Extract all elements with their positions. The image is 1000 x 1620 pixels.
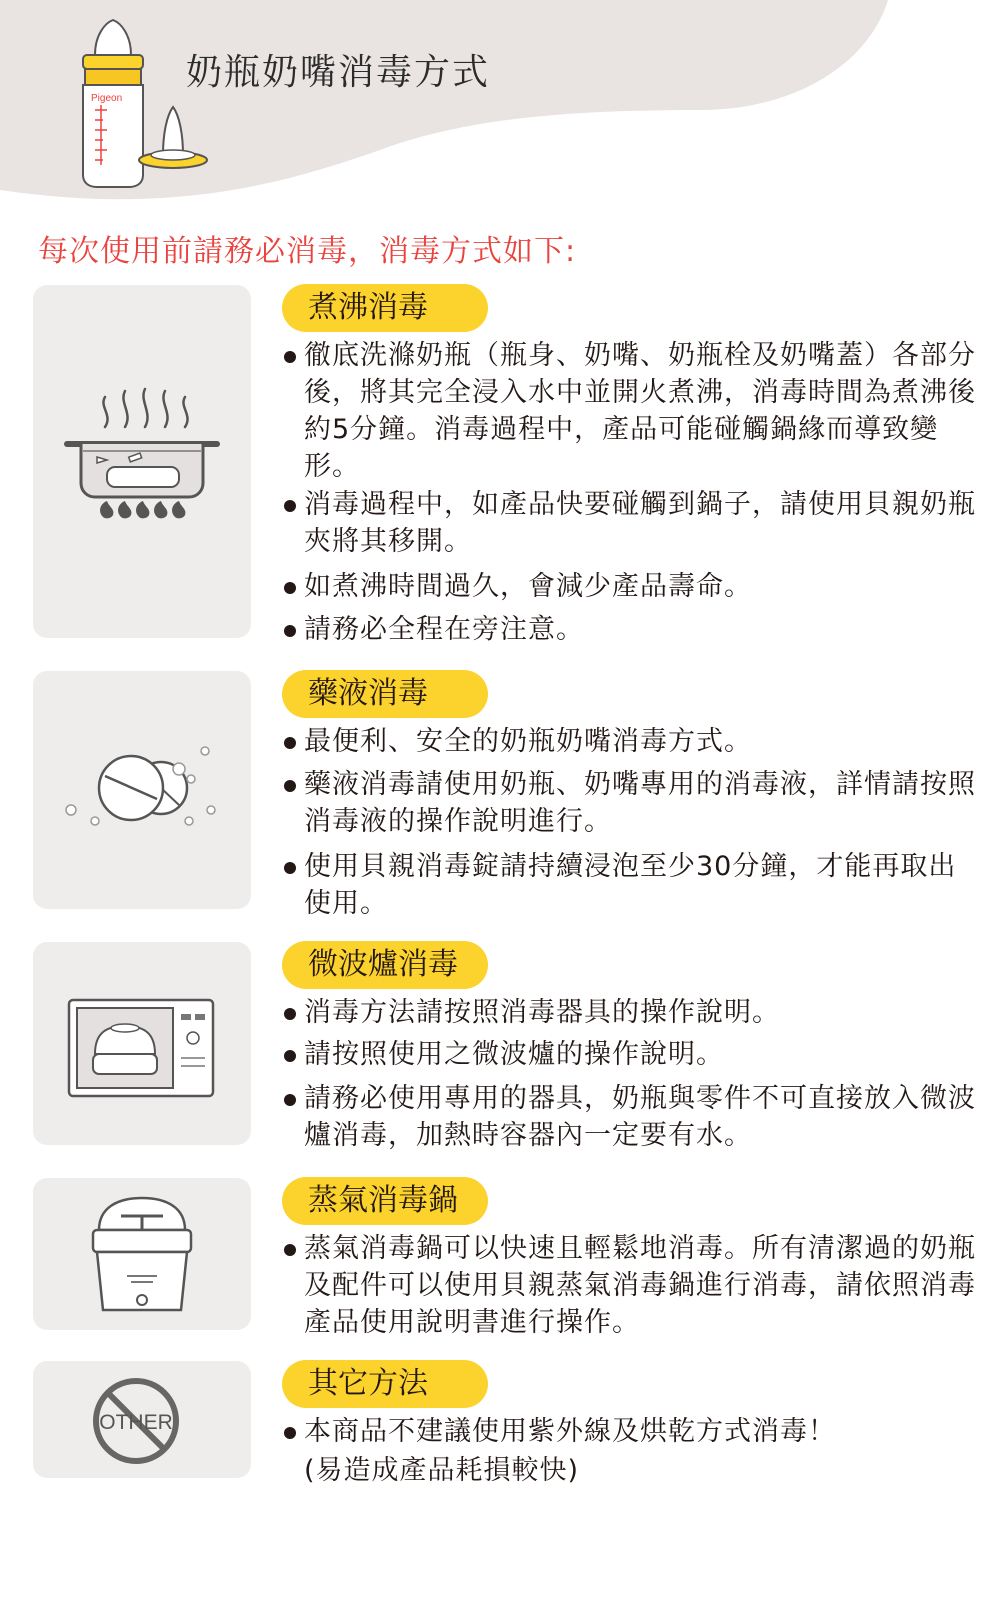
tablets-icon: [33, 671, 251, 909]
chemical-icon-panel: [33, 671, 251, 909]
intro-text: 每次使用前請務必消毒，消毒方式如下:: [38, 234, 577, 269]
microwave-icon: [33, 942, 251, 1145]
boiling-icon-panel: [33, 285, 251, 638]
steam-icon-panel: [33, 1178, 251, 1330]
bullet-chemical-1: 最便利、安全的奶瓶奶嘴消毒方式。: [282, 723, 982, 760]
method-title-chemical: 藥液消毒: [282, 670, 488, 718]
other-note: (易造成產品耗損較快): [304, 1455, 580, 1486]
method-title-microwave: 微波爐消毒: [282, 941, 488, 989]
other-icon-panel: [33, 1361, 251, 1478]
bullet-other-1: 本商品不建議使用紫外線及烘乾方式消毒！: [282, 1413, 982, 1450]
bullet-steam-1: 蒸氣消毒鍋可以快速且輕鬆地消毒。所有清潔過的奶瓶及配件可以使用貝親蒸氣消毒鍋進行消毒，請依照消毒產品使用說明書進行操作。: [282, 1230, 982, 1341]
bullet-boiling-4: 請務必全程在旁注意。: [282, 611, 982, 648]
microwave-icon-panel: [33, 942, 251, 1145]
method-title-boiling: 煮沸消毒: [282, 284, 488, 332]
steam-sterilizer-icon: [33, 1178, 251, 1330]
boiling-pot-icon: [33, 285, 251, 638]
bullet-boiling-1: 徹底洗滌奶瓶（瓶身、奶嘴、奶瓶栓及奶嘴蓋）各部分後，將其完全浸入水中並開火煮沸，消毒時間為煮沸後約5分鐘。消毒過程中，產品可能碰觸鍋緣而導致變形。: [282, 337, 982, 485]
bullet-chemical-3: 使用貝親消毒錠請持續浸泡至少30分鐘，才能再取出使用。: [282, 848, 982, 922]
baby-bottle-icon: [55, 15, 215, 190]
page-title: 奶瓶奶嘴消毒方式: [186, 52, 491, 93]
bullet-microwave-3: 請務必使用專用的器具，奶瓶與零件不可直接放入微波爐消毒，加熱時容器內一定要有水。: [282, 1080, 982, 1154]
bullet-boiling-2: 消毒過程中，如產品快要碰觸到鍋子，請使用貝親奶瓶夾將其移開。: [282, 486, 982, 560]
method-title-other: 其它方法: [282, 1360, 488, 1408]
bullet-boiling-3: 如煮沸時間過久，會減少產品壽命。: [282, 568, 982, 605]
prohibited-icon: [33, 1361, 251, 1478]
bullet-microwave-2: 請按照使用之微波爐的操作說明。: [282, 1036, 982, 1073]
bottle-brand-logo: Pigeon: [91, 93, 123, 104]
method-title-steam: 蒸氣消毒鍋: [282, 1177, 488, 1225]
other-label: OTHER: [99, 1411, 173, 1434]
bullet-chemical-2: 藥液消毒請使用奶瓶、奶嘴專用的消毒液，詳情請按照消毒液的操作說明進行。: [282, 766, 982, 840]
bullet-microwave-1: 消毒方法請按照消毒器具的操作說明。: [282, 994, 982, 1031]
